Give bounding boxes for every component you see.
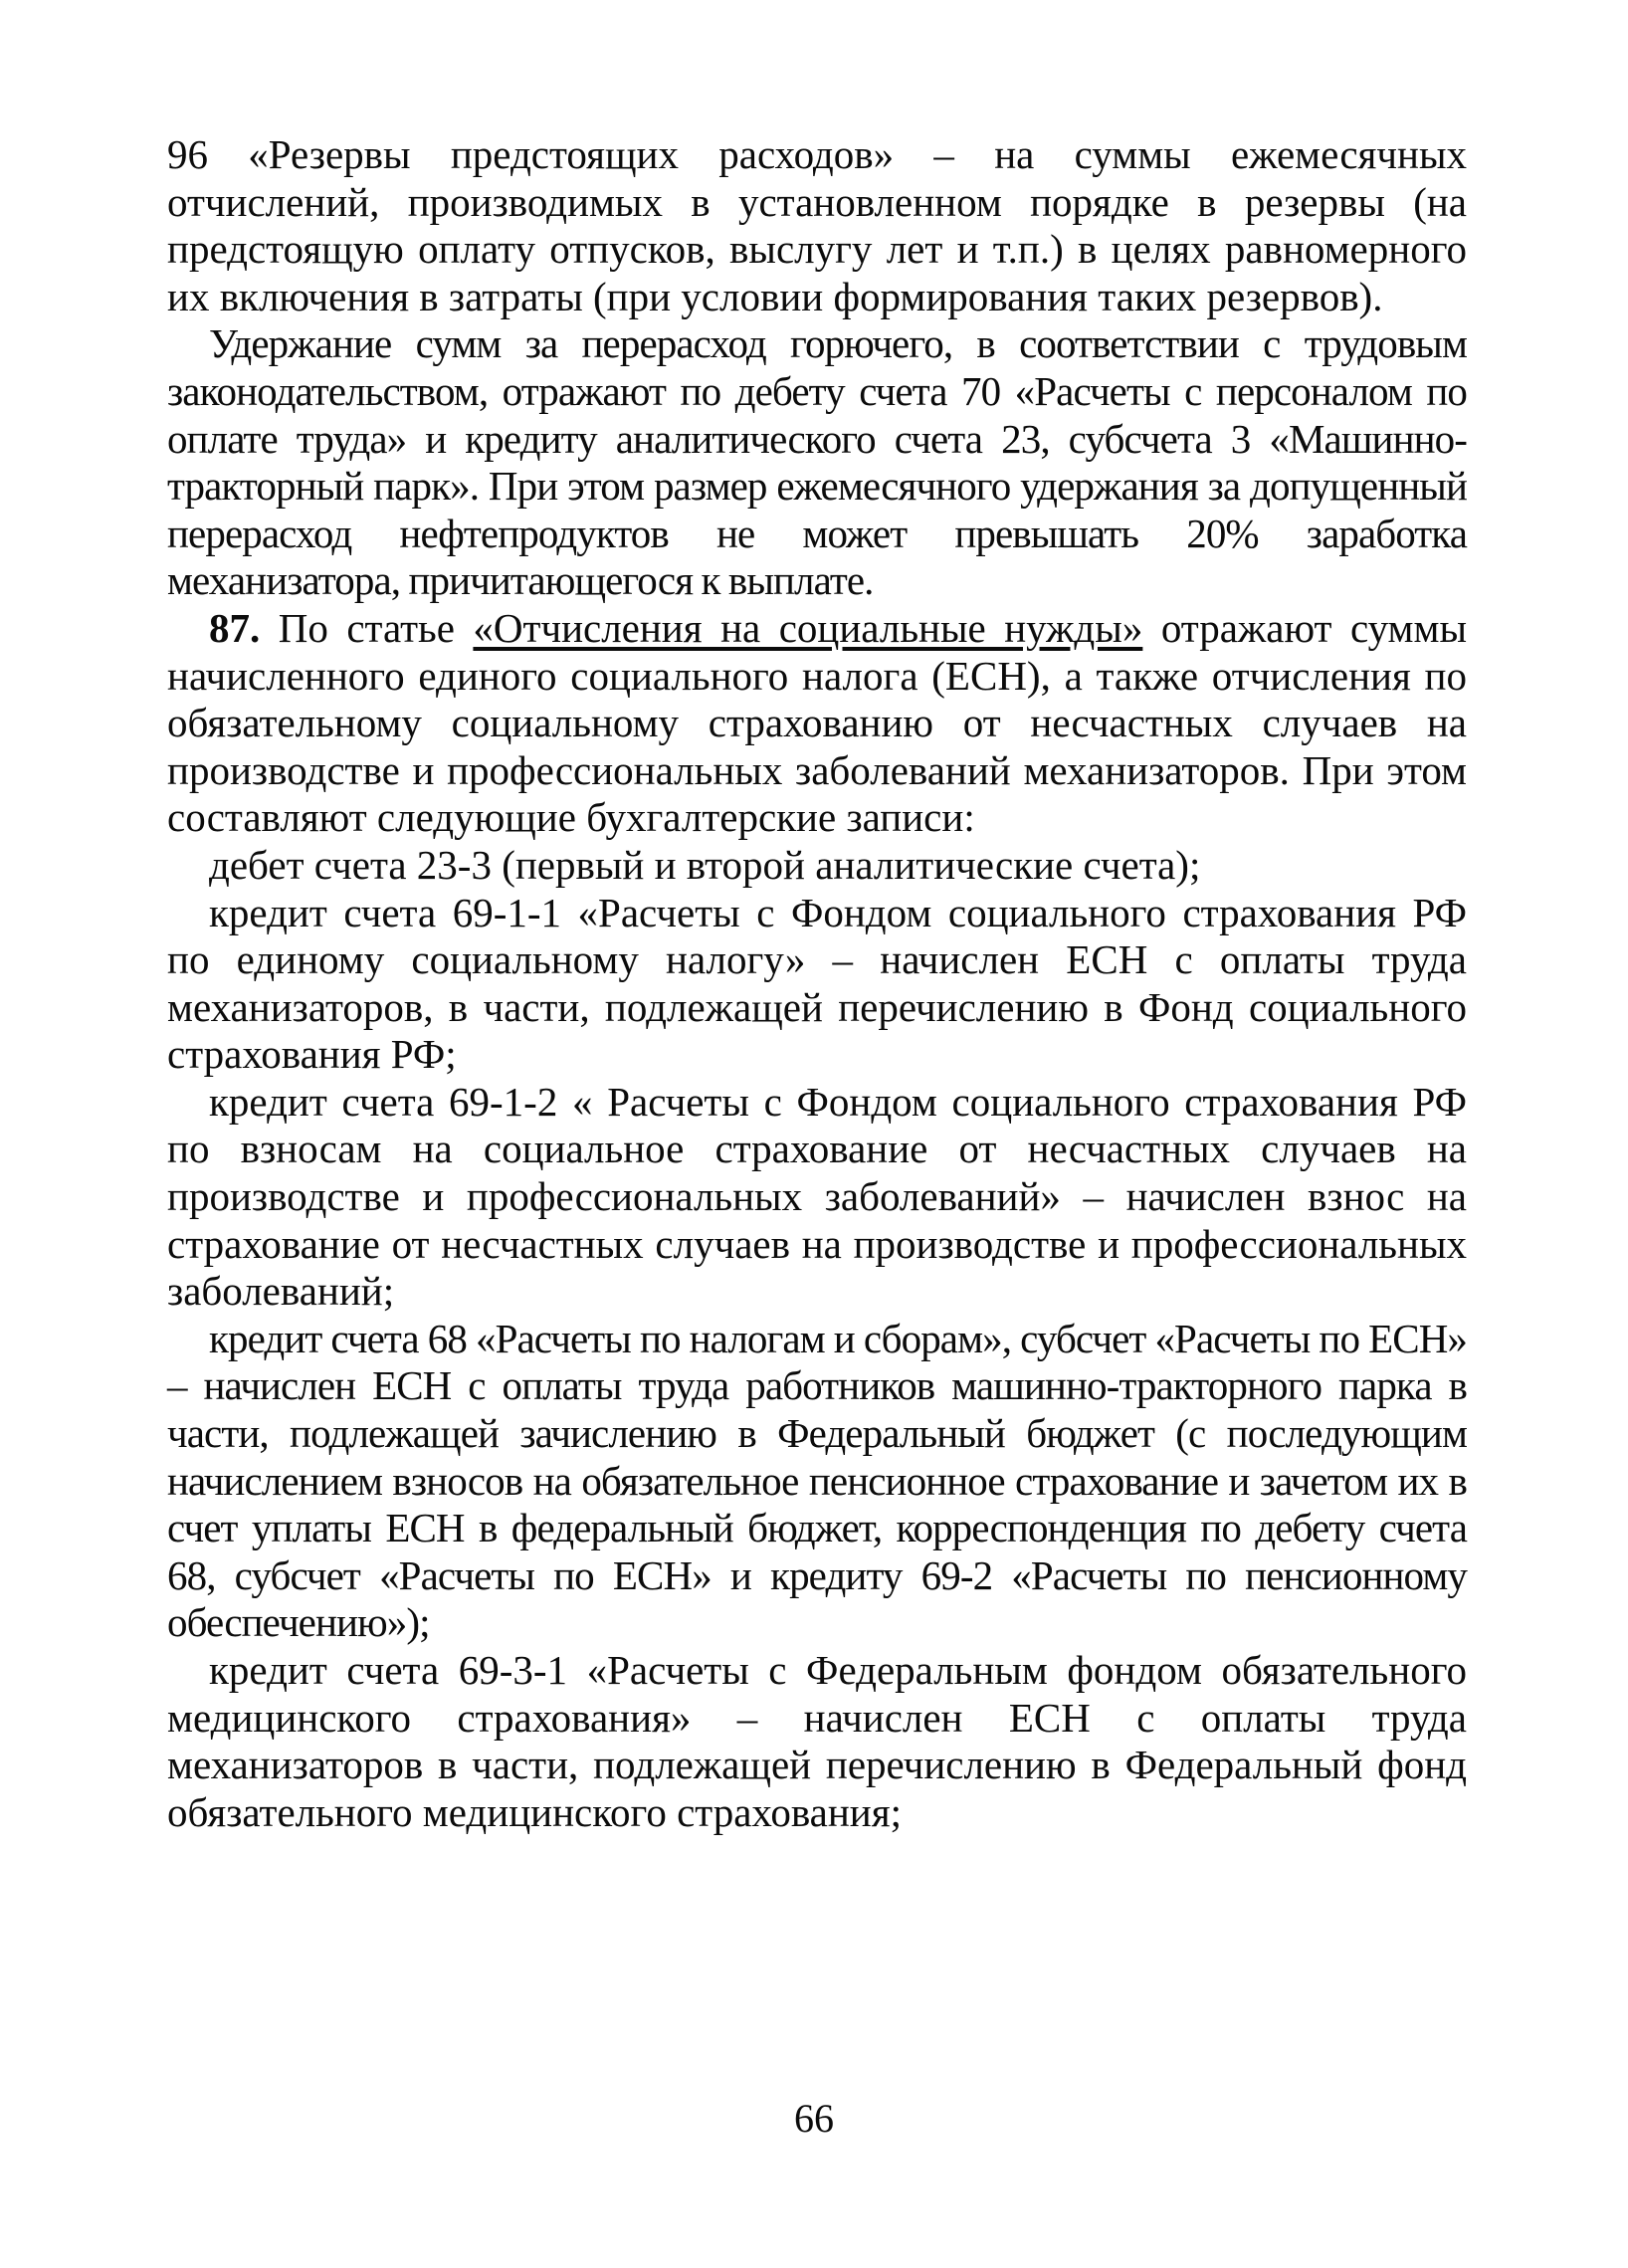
entry-credit-68: кредит счета 68 «Расчеты по налогам и сборам», субсчет «Расчеты по ЕСН» – начислен ЕСН с оплаты труда работников машинно-тракторного парка в части, подлежащей зачислению в Федеральный бюджет (с последующим начислением взносов на обязательное пенсионное страхование и зачетом их в счет уплаты ЕСН в федеральный бюджет, корреспонденция по дебету счета 68, субсчет «Расчеты по ЕСН» и кредиту 69-2 «Расчеты по пенсионному обеспечению»); [167, 1315, 1467, 1646]
entry-credit-69-1-1: кредит счета 69-1-1 «Расчеты с Фондом социального страхования РФ по единому социальному налогу» – начислен ЕСН с оплаты труда механизаторов, в части, подлежащей перечислению в Фонд социального страхования РФ; [167, 889, 1467, 1078]
entry-debit-23-3: дебет счета 23-3 (первый и второй аналитические счета); [209, 841, 1201, 888]
section-number: 87. [209, 604, 261, 651]
article-title-link: «Отчисления на социальные нужды» [473, 604, 1143, 651]
entry-credit-69-1-2: кредит счета 69-1-2 « Расчеты с Фондом социального страхования РФ по взносам на социальное страхование от несчастных случаев на производстве и профессиональных заболеваний» – начислен взнос на страхование от несчастных случаев на производстве и профессиональных заболеваний; [167, 1078, 1467, 1315]
page-body [167, 131, 1467, 1836]
paragraph-fuel-overspend: Удержание сумм за перерасход горючего, в соответствии с трудовым законодательством, отражают по дебету счета 70 «Расчеты с персоналом по оплате труда» и кредиту аналитического счета 23, субсчета 3 «Машинно-тракторный парк». При этом размер ежемесячного удержания за допущенный перерасход нефтепродуктов не может превышать 20% заработка механизатора, причитающегося к выплате. [167, 320, 1467, 604]
paragraph-87-rest: отражают суммы начисленного единого социального налога (ЕСН), а также отчисления по обязательному социальному страхованию от несчастных случаев на производстве и профессиональных заболеваний механизаторов. При этом составляют следующие бухгалтерские записи: [167, 604, 1467, 841]
entry-credit-69-3-1: кредит счета 69-3-1 «Расчеты с Федеральным фондом обязательного медицинского страхования» – начислен ЕСН с оплаты труда механизаторов в части, подлежащей перечислению в Федеральный фонд обязательного медицинского страхования; [167, 1647, 1467, 1835]
paragraph-96-reserves: 96 «Резервы предстоящих расходов» – на суммы ежемесячных отчислений, производимых в установленном порядке в резервы (на предстоящую оплату отпусков, выслугу лет и т.п.) в целях равномерного их включения в затраты (при условии формирования таких резервов). [167, 131, 1467, 319]
paragraph-87-lead: По статье [278, 604, 455, 651]
paragraph-87-social-needs [167, 605, 1467, 842]
page-number: 66 [794, 2096, 834, 2141]
